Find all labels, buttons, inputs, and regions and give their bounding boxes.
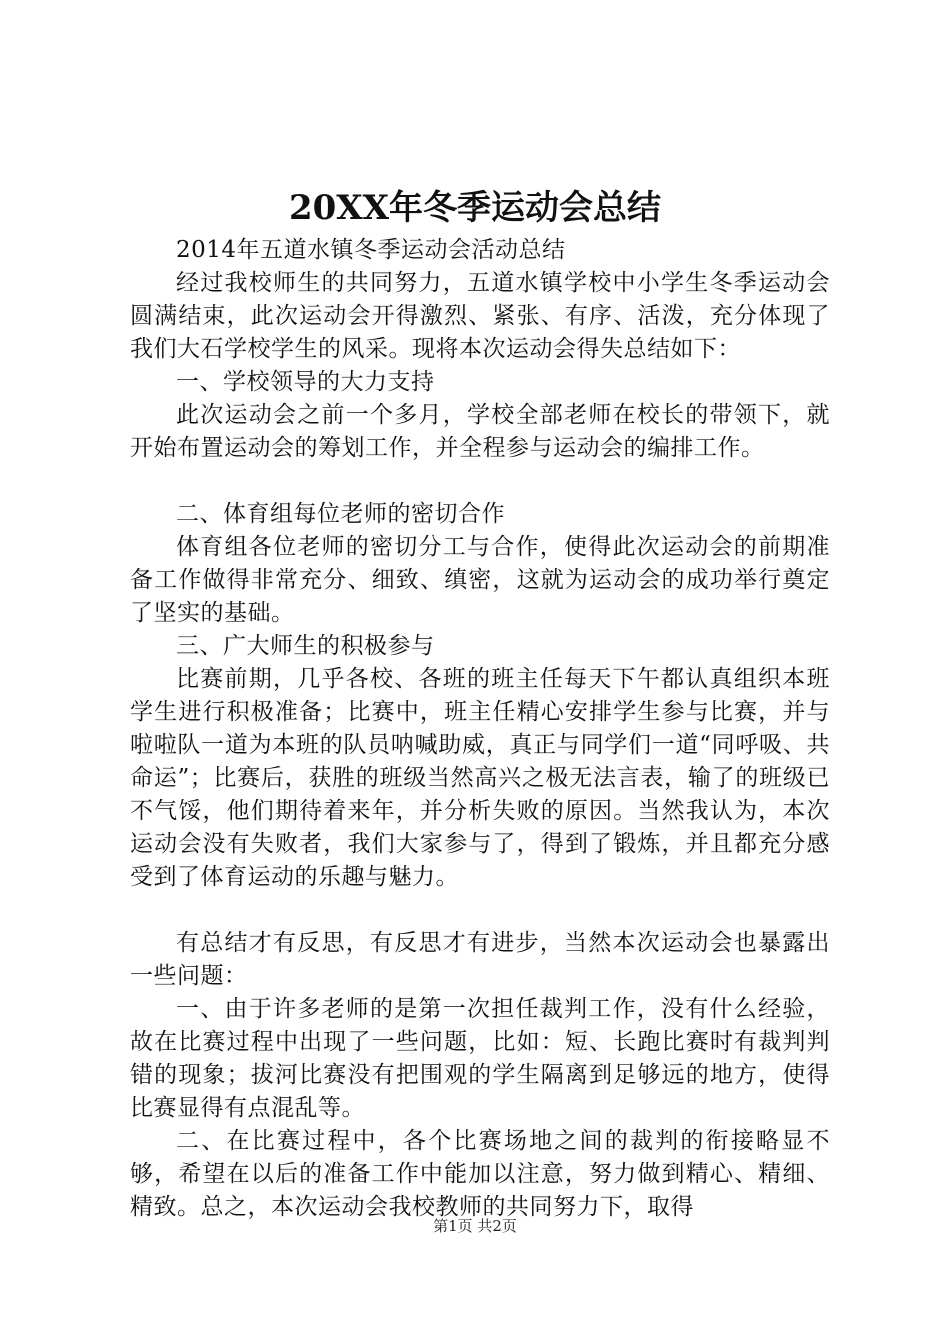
section-paragraph-2: 体育组各位老师的密切分工与合作，使得此次运动会的前期准备工作做得非常充分、细致、缜密，这就为运动会的成功举行奠定了坚实的基础。 — [130, 534, 830, 626]
paragraph-gap — [130, 465, 830, 498]
page-number-footer: 第1页 共2页 — [433, 1217, 517, 1235]
problem-paragraph-2: 二、在比赛过程中，各个比赛场地之间的裁判的衔接略显不够，希望在以后的准备工作中能加以注意，努力做到精心、精细、精致。总之，本次运动会我校教师的共同努力下，取得 — [130, 1128, 830, 1220]
paragraph-gap — [130, 894, 830, 927]
section-heading-1: 一、学校领导的大力支持 — [176, 369, 435, 395]
section-heading-2: 二、体育组每位老师的密切合作 — [176, 501, 505, 527]
intro-paragraph: 经过我校师生的共同努力，五道水镇学校中小学生冬季运动会圆满结束，此次运动会开得激烈、紧张、有序、活泼，充分体现了我们大石学校学生的风采。现将本次运动会得失总结如下： — [130, 270, 830, 362]
problem-paragraph-1: 一、由于许多老师的是第一次担任裁判工作，没有什么经验，故在比赛过程中出现了一些问题，比如：短、长跑比赛时有裁判判错的现象；拔河比赛没有把围观的学生隔离到足够远的地方，使得比赛显得有点混乱等。 — [130, 996, 830, 1121]
section-paragraph-3: 比赛前期，几乎各校、各班的班主任每天下午都认真组织本班学生进行积极准备；比赛中，班主任精心安排学生参与比赛，并与啦啦队一道为本班的队员呐喊助威，真正与同学们一道“同呼吸、共命运”；比赛后，获胜的班级当然高兴之极无法言表，输了的班级已不气馁，他们期待着来年，并分析失败的原因。当然我认为，本次运动会没有失败者，我们大家参与了，得到了锻炼，并且都充分感受到了体育运动的乐趣与魅力。 — [130, 666, 830, 890]
reflection-paragraph: 有总结才有反思，有反思才有进步，当然本次运动会也暴露出一些问题： — [130, 930, 830, 989]
subtitle-paragraph: 2014年五道水镇冬季运动会活动总结 — [176, 237, 566, 263]
document-body — [130, 234, 830, 1224]
section-paragraph-1: 此次运动会之前一个多月，学校全部老师在校长的带领下，就开始布置运动会的筹划工作，并全程参与运动会的编排工作。 — [130, 402, 830, 461]
section-heading-3: 三、广大师生的积极参与 — [176, 633, 435, 659]
document-title: 20XX年冬季运动会总结 — [288, 188, 662, 228]
